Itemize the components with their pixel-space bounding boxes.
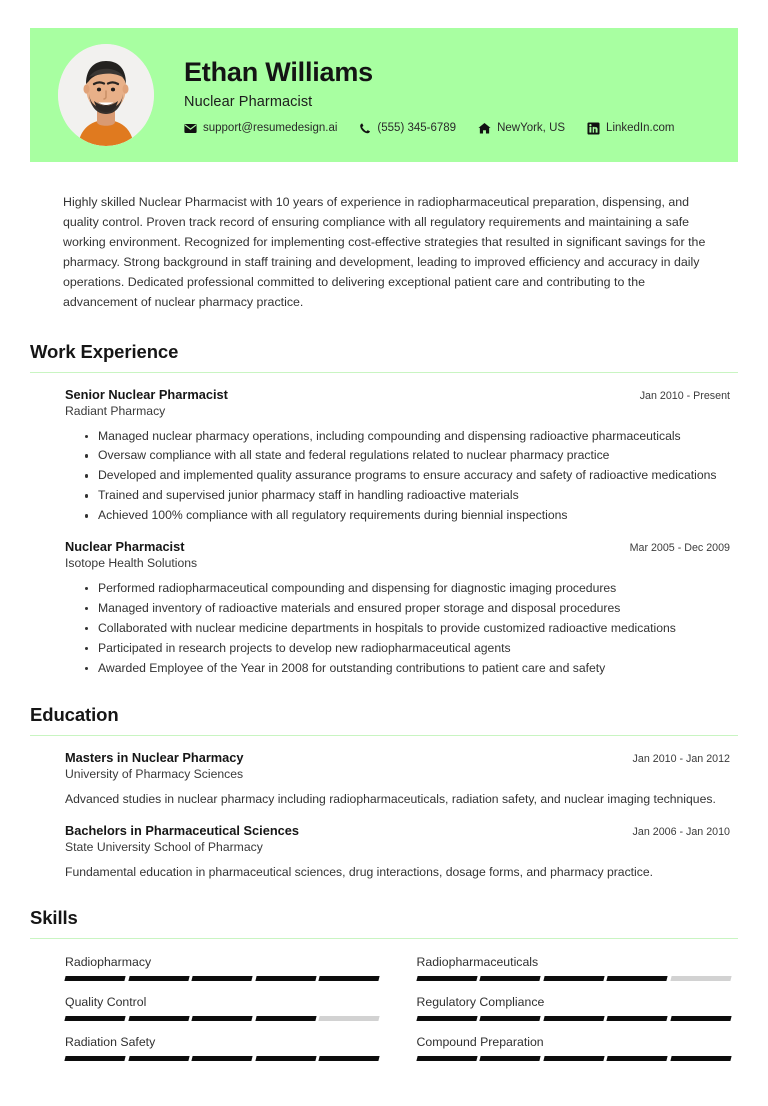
linkedin-icon [587,122,600,135]
skill-level-segment [670,976,731,981]
work-entry [30,539,738,678]
work-bullet-list [83,427,730,526]
email-icon [184,122,197,135]
skill-level-segment [670,1016,731,1021]
education-institution: University of Pharmacy Sciences [65,766,244,781]
home-icon [478,122,491,135]
contact-list [184,122,738,135]
avatar [58,44,154,146]
education-degree: Bachelors in Pharmaceutical Sciences [65,822,300,838]
skill-item [65,1035,379,1061]
contact-email[interactable] [184,122,337,135]
resume-page [0,28,768,1075]
identity-block [184,55,738,134]
skill-name: Compound Preparation [416,1035,544,1050]
work-date: Mar 2005 - Dec 2009 [629,542,730,555]
skill-level-segment [416,1016,477,1021]
section-divider [30,735,738,736]
skill-level-segment [191,976,252,981]
skill-level-segment [318,976,379,981]
skill-level-segment [543,1016,604,1021]
contact-linkedin[interactable] [587,122,674,135]
skill-level-bar [417,1016,731,1021]
contact-phone[interactable] [359,122,456,135]
section-skills [30,907,738,1075]
section-title-work-experience: Work Experience [30,340,179,362]
skill-level-segment [318,1056,379,1061]
skill-item [65,995,379,1021]
education-entry-header [65,823,730,838]
work-organization: Radiant Pharmacy [65,403,166,418]
work-organization: Isotope Health Solutions [65,556,198,571]
education-entry-header [65,750,730,765]
skill-level-segment [543,976,604,981]
work-role: Nuclear Pharmacist [65,539,185,555]
section-work-experience [30,341,738,678]
skill-level-segment [479,1016,540,1021]
profile-photo-illustration [58,44,154,146]
contact-linkedin-value: LinkedIn.com [606,122,675,135]
education-entry [30,750,738,809]
section-divider [30,372,738,373]
contact-location[interactable] [478,122,565,135]
list-item: Collaborated with nuclear medicine departments in hospitals to provide customized radioactive medications [83,619,730,638]
skill-name: Radiopharmaceuticals [416,955,539,970]
work-entry [30,387,738,526]
skill-level-bar [65,1016,379,1021]
education-description: Fundamental education in pharmaceutical sciences, drug interactions, dosage forms, and pharmacy practice. [65,864,654,879]
skills-grid [30,955,738,1075]
skill-item [417,955,731,981]
skill-level-segment [255,976,316,981]
phone-icon [359,122,371,135]
skill-level-bar [417,1056,731,1061]
skill-level-segment [191,1056,252,1061]
skill-level-segment [479,1056,540,1061]
skill-level-segment [191,1016,252,1021]
work-bullet-list [83,579,730,678]
section-education [30,704,738,882]
skill-name: Quality Control [65,995,147,1010]
work-role: Senior Nuclear Pharmacist [65,386,228,402]
skill-level-segment [64,1056,125,1061]
list-item: Managed inventory of radioactive materials and ensured proper storage and disposal procedures [83,599,730,618]
skill-level-segment [255,1056,316,1061]
education-date: Jan 2010 - Jan 2012 [632,752,730,765]
resume-header [30,28,738,162]
contact-email-value: support@resumedesign.ai [203,122,338,135]
page-title: Ethan Williams [184,57,373,88]
skill-name: Radiation Safety [65,1035,156,1050]
skill-level-segment [64,1016,125,1021]
work-entry-header [65,387,730,402]
list-item: Developed and implemented quality assurance programs to ensure accuracy and safety of radioactive medications [83,466,730,485]
skill-level-bar [417,976,731,981]
list-item: Managed nuclear pharmacy operations, including compounding and dispensing radioactive pharmaceuticals [83,427,730,446]
skill-level-segment [606,976,667,981]
skill-level-segment [606,1016,667,1021]
list-item: Participated in research projects to develop new radiopharmaceutical agents [83,639,730,658]
skill-level-segment [416,976,477,981]
skill-level-segment [543,1056,604,1061]
list-item: Performed radiopharmaceutical compounding and dispensing for diagnostic imaging procedures [83,579,730,598]
contact-phone-value: (555) 345-6789 [377,122,457,135]
section-divider [30,938,738,939]
skill-item [417,1035,731,1061]
professional-summary: Highly skilled Nuclear Pharmacist with 10 years of experience in radiopharmaceutical preparation, dispensing, and quality control. Proven track record of ensuring compliance with all regulatory requirements and maintaining a safe working environment. Recognized for implementing cost-effective strategies that resulted in significant savings for the pharmacy. Strong background in staff training and development, leading to improved efficiency and accuracy in daily operations. Dedicated professional committed to delivering exceptional patient care and contributing to the advancement of nuclear pharmacy practice. [63,195,706,310]
skill-level-segment [416,1056,477,1061]
work-date: Jan 2010 - Present [639,389,730,402]
skill-level-segment [479,976,540,981]
skill-level-segment [318,1016,379,1021]
education-date: Jan 2006 - Jan 2010 [632,825,730,838]
skill-level-segment [670,1056,731,1061]
skill-level-segment [128,1016,189,1021]
education-degree: Masters in Nuclear Pharmacy [65,749,244,765]
section-title-skills: Skills [30,907,78,929]
education-institution: State University School of Pharmacy [65,839,263,854]
work-entry-header [65,539,730,554]
skill-level-segment [128,976,189,981]
contact-location-value: NewYork, US [497,122,566,135]
skill-level-segment [606,1056,667,1061]
skill-item [65,955,379,981]
list-item: Achieved 100% compliance with all regulatory requirements during biennial inspections [83,506,730,525]
section-title-education: Education [30,703,119,725]
skill-level-bar [65,1056,379,1061]
list-item: Oversaw compliance with all state and federal regulations related to nuclear pharmacy practice [83,446,730,465]
list-item: Trained and supervised junior pharmacy staff in handling radioactive materials [83,486,730,505]
skill-level-segment [64,976,125,981]
list-item: Awarded Employee of the Year in 2008 for outstanding contributions to patient care and safety [83,659,730,678]
education-description: Advanced studies in nuclear pharmacy including radiopharmaceuticals, radiation safety, and nuclear imaging techniques. [65,791,716,806]
skill-name: Regulatory Compliance [416,995,545,1010]
job-title: Nuclear Pharmacist [184,93,313,110]
skill-level-bar [65,976,379,981]
education-entry [30,823,738,882]
skill-level-segment [255,1016,316,1021]
skill-level-segment [128,1056,189,1061]
skill-item [417,995,731,1021]
skill-name: Radiopharmacy [65,955,152,970]
